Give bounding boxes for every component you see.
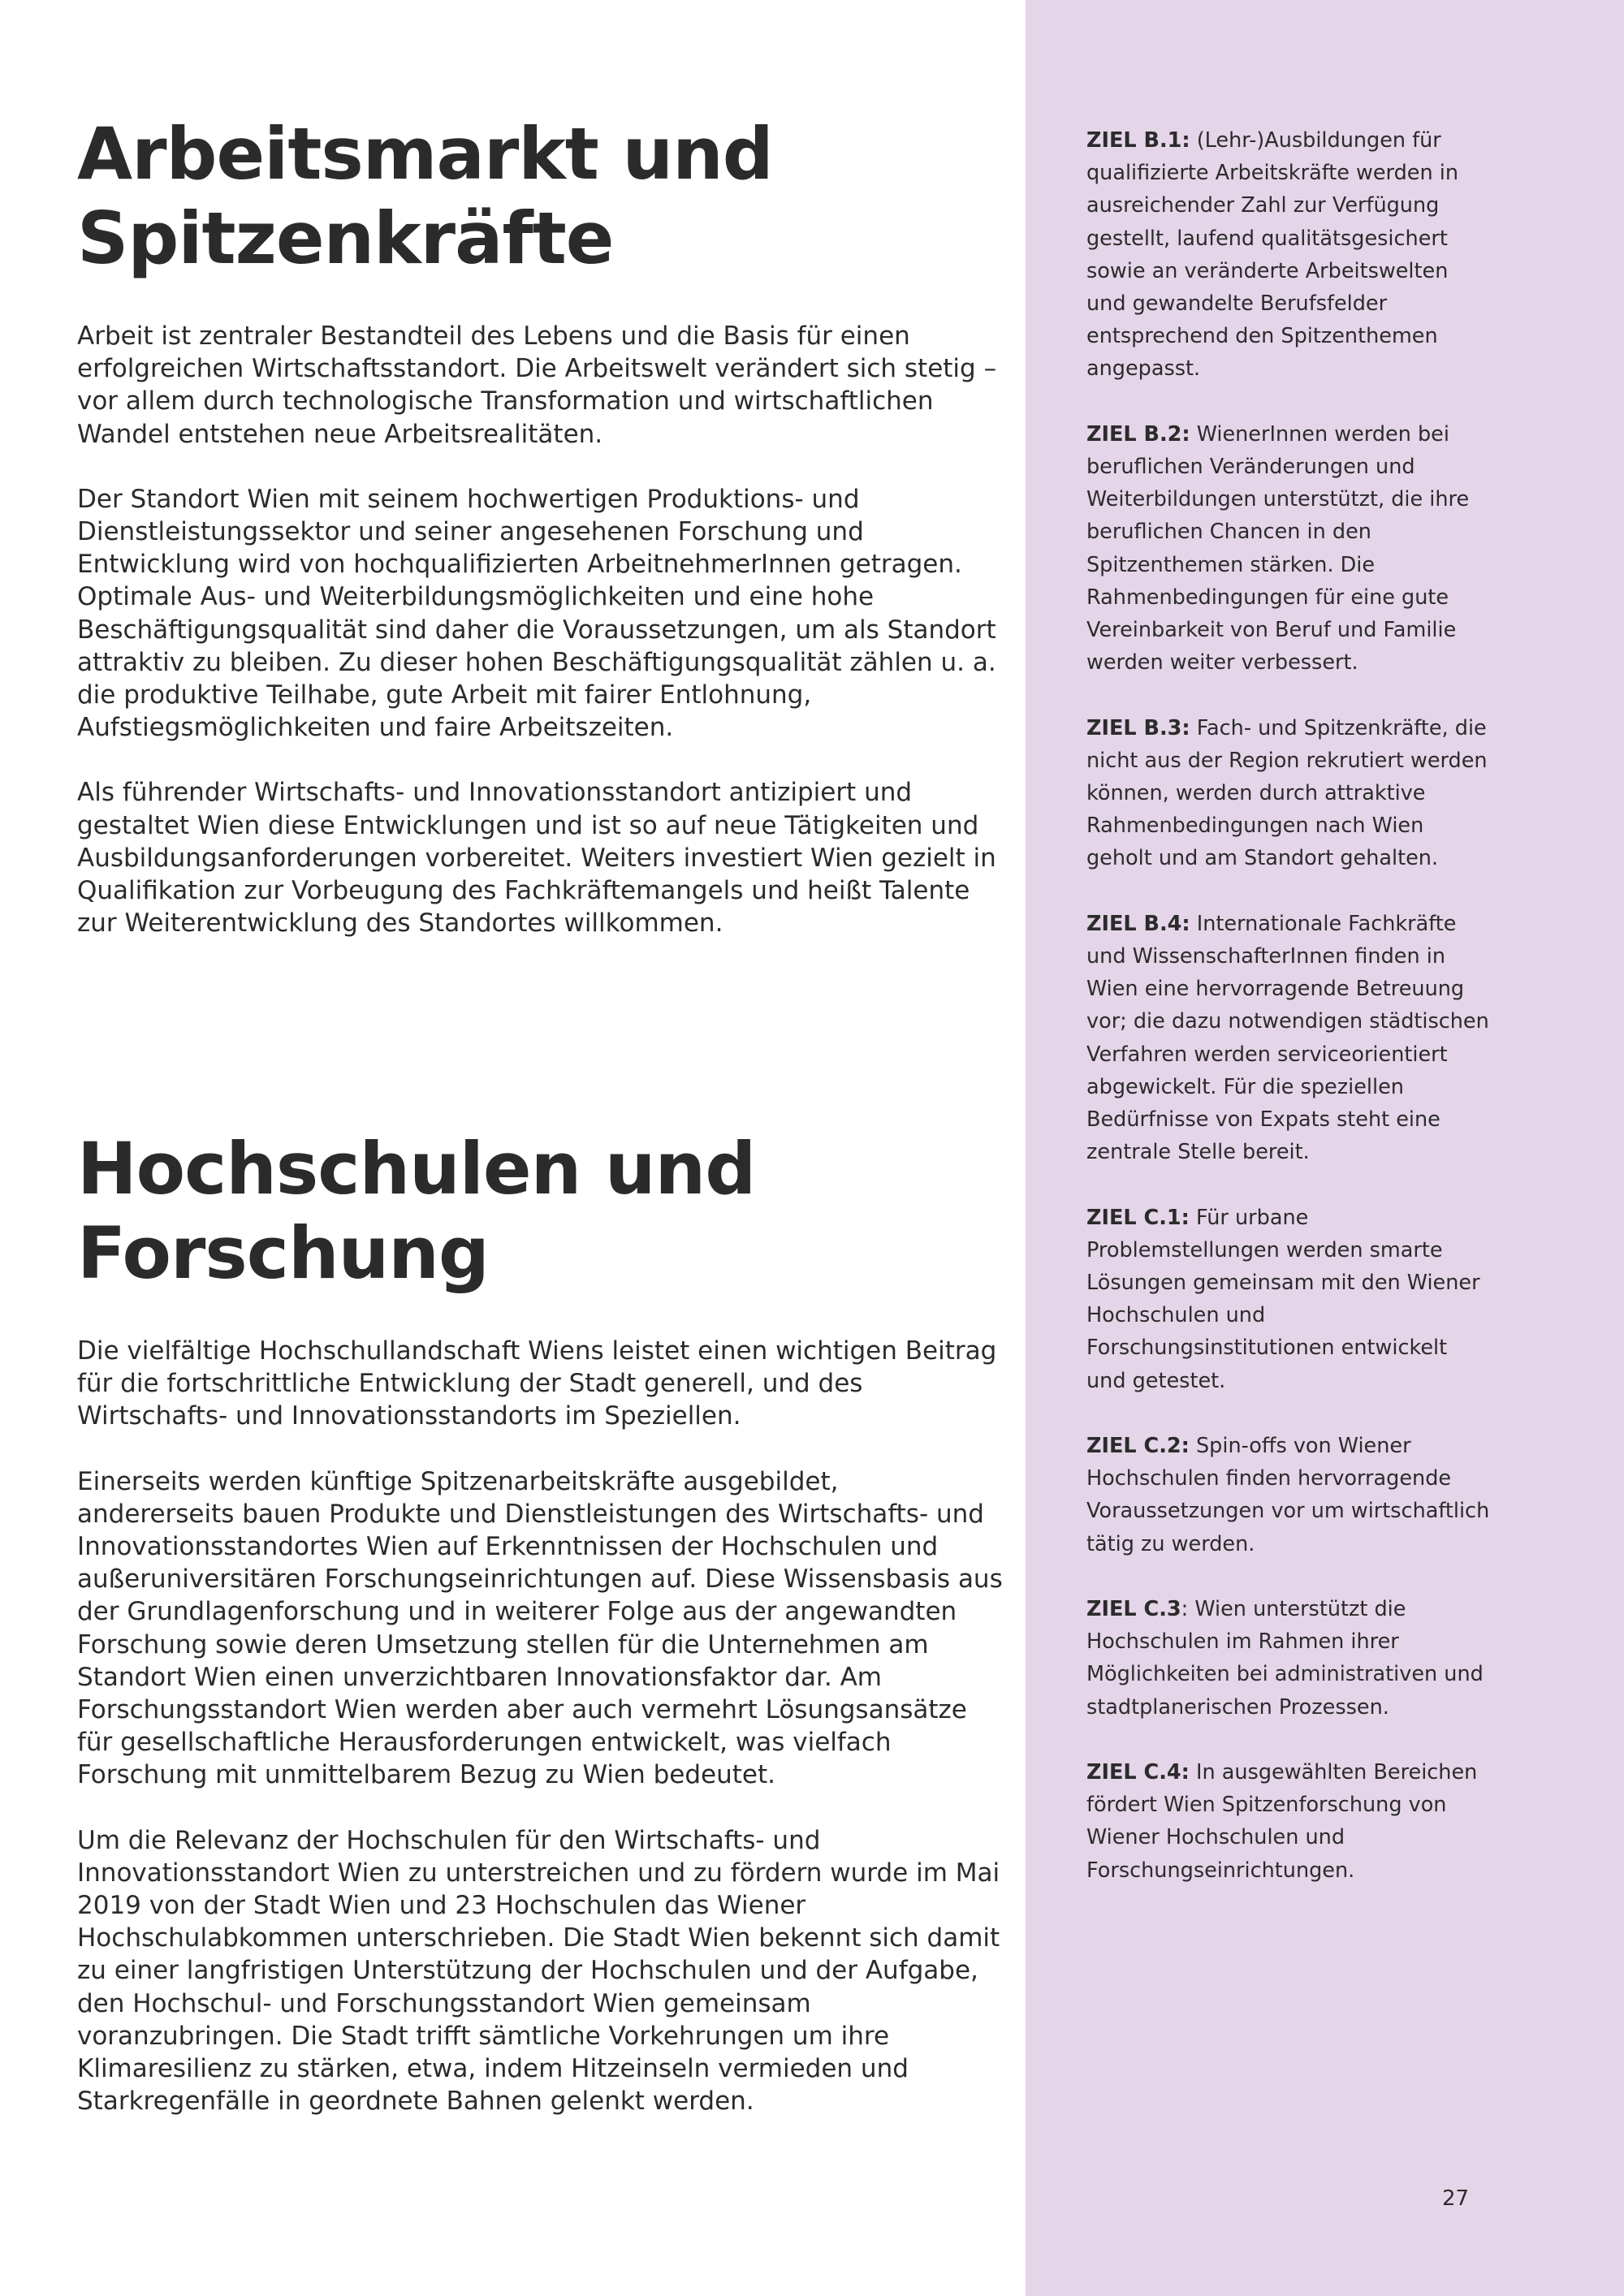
goal-label: ZIEL B.3: — [1086, 715, 1190, 740]
goal-item — [1086, 124, 1492, 386]
goal-text: Spin-offs von Wiener Hochschulen finden hervorragende Voraussetzungen vor um wirtschaftlich tätig zu werden. — [1086, 1434, 1490, 1556]
goal-label: ZIEL B.4: — [1086, 911, 1190, 936]
goal-item — [1086, 1756, 1492, 1887]
page-number: 27 — [1442, 2186, 1470, 2211]
goal-label: ZIEL B.2: — [1086, 421, 1190, 447]
goal-text: Fach- und Spitzenkräfte, die nicht aus der Region rekrutiert werden können, werden durch attraktive Rahmenbedingungen nach Wien geholt und am Standort gehalten. — [1086, 715, 1488, 871]
heading-hochschulen — [77, 1127, 1003, 1296]
heading-line: Arbeitsmarkt und — [77, 112, 773, 196]
goal-item — [1086, 1202, 1492, 1397]
goal-text: Internationale Fachkräfte und WissenschafterInnen finden in Wien eine hervorragende Betreuung vor; die dazu notwendigen städtischen Verfahren werden serviceorientiert abgewickelt. Für die speziellen Bedürfnisse von Expats steht eine zentrale Stelle bereit. — [1086, 911, 1489, 1165]
goals-sidebar — [1026, 0, 1624, 2296]
goal-label: ZIEL B.1: — [1086, 128, 1190, 153]
paragraph: Einerseits werden künftige Spitzenarbeitskräfte ausgebildet, andererseits bauen Produkte und Dienstleistungen des Wirtschafts- und Innovationsstandortes Wien auf Erkenntnissen der Hochschulen und außeruniversitären Forschungseinrichtungen auf. Diese Wissensbasis aus der Grundlagenforschung und in weiterer Folge aus der angewandten Forschung sowie deren Umsetzung stellen für die Unternehmen am Standort Wien einen unverzichtbaren Innovationsfaktor dar. Am Forschungsstandort Wien werden aber auch vermehrt Lösungsansätze für gesellschaftliche Herausforderungen entwickelt, was vielfach Forschung mit unmittelbarem Bezug zu Wien bedeutet. — [77, 1466, 1003, 1790]
goal-item — [1086, 712, 1492, 875]
goals-list — [1086, 124, 1492, 1919]
heading-line: Spitzenkräfte — [77, 196, 614, 280]
goal-label: ZIEL C.1: — [1086, 1205, 1190, 1230]
goal-item — [1086, 1593, 1492, 1724]
goal-label: ZIEL C.3 — [1086, 1597, 1181, 1622]
goal-item — [1086, 1430, 1492, 1560]
section-hochschulen — [77, 1127, 1003, 2150]
section-arbeitsmarkt — [77, 112, 1003, 972]
goal-text: : Wien unterstützt die Hochschulen im Rahmen ihrer Möglichkeiten bei administrativen und stadtplanerischen Prozessen. — [1086, 1597, 1484, 1720]
goal-label: ZIEL C.4: — [1086, 1760, 1190, 1785]
paragraph: Um die Relevanz der Hochschulen für den Wirtschafts- und Innovationsstandort Wien zu unterstreichen und zu fördern wurde im Mai 2019 von der Stadt Wien und 23 Hochschulen das Wiener Hochschulabkommen unterschrieben. Die Stadt Wien bekennt sich damit zu einer langfristigen Unterstützung der Hochschulen und der Aufgabe, den Hochschul- und Forschungsstandort Wien gemeinsam voranzubringen. Die Stadt trifft sämtliche Vorkehrungen um ihre Klimaresilienz zu stärken, etwa, indem Hitzeinseln vermieden und Starkregenfälle in geordnete Bahnen gelenkt werden. — [77, 1825, 1000, 2117]
heading-line: Hochschulen und — [77, 1127, 756, 1211]
heading-line: Forschung — [77, 1211, 489, 1295]
goal-item — [1086, 908, 1492, 1169]
goal-text: WienerInnen werden bei beruflichen Veränderungen und Weiterbildungen unterstützt, die ihre beruflichen Chancen in den Spitzenthemen stärken. Die Rahmenbedingungen für eine gute Vereinbarkeit von Beruf und Familie werden weiter verbessert. — [1086, 421, 1470, 675]
goal-text: In ausgewählten Bereichen fördert Wien Spitzenforschung von Wiener Hochschulen und Forschungseinrichtungen. — [1086, 1760, 1478, 1883]
goal-item — [1086, 418, 1492, 680]
goal-label: ZIEL C.2: — [1086, 1434, 1190, 1459]
paragraph: Arbeit ist zentraler Bestandteil des Lebens und die Basis für einen erfolgreichen Wirtschaftsstandort. Die Arbeitswelt verändert sich stetig – vor allem durch technologische Transformation und wirtschaftlichen Wandel entstehen neue Arbeitsrealitäten. — [77, 322, 997, 449]
goal-text: Für urbane Problemstellungen werden smarte Lösungen gemeinsam mit den Wiener Hochschulen und Forschungsinstitutionen entwickelt und getestet. — [1086, 1205, 1480, 1393]
paragraph: Die vielfältige Hochschullandschaft Wiens leistet einen wichtigen Beitrag für die fortschrittliche Entwicklung der Stadt generell, und des Wirtschafts- und Innovationsstandorts im Speziellen. — [77, 1336, 997, 1431]
paragraph: Der Standort Wien mit seinem hochwertigen Produktions- und Dienstleistungssektor und seiner angesehenen Forschung und Entwicklung wird von hochqualifizierten ArbeitnehmerInnen getragen. Optimale Aus- und Weiterbildungsmöglichkeiten und eine hohe Beschäftigungsqualität sind daher die Voraussetzungen, um als Standort attraktiv zu bleiben. Zu dieser hohen Beschäftigungsqualität zählen u. a. die produktive Teilhabe, gute Arbeit mit fairer Entlohnung, Aufstiegsmöglichkeiten und faire Arbeitszeiten. — [77, 484, 996, 743]
paragraph: Als führender Wirtschafts- und Innovationsstandort antizipiert und gestaltet Wien diese Entwicklungen und ist so auf neue Tätigkeiten und Ausbildungsanforderungen vorbereitet. Weiters investiert Wien gezielt in Qualifikation zur Vorbeugung des Fachkräftemangels und heißt Talente zur Weiterentwicklung des Standortes willkommen. — [77, 778, 996, 939]
goal-text: (Lehr-)Ausbildungen für qualifizierte Arbeitskräfte werden in ausreichender Zahl zur Verfügung gestellt, laufend qualitätsgesichert sowie an veränderte Arbeitswelten und gewandelte Berufsfelder entsprechend den Spitzenthemen angepasst. — [1086, 128, 1458, 382]
heading-arbeitsmarkt — [77, 112, 1003, 281]
